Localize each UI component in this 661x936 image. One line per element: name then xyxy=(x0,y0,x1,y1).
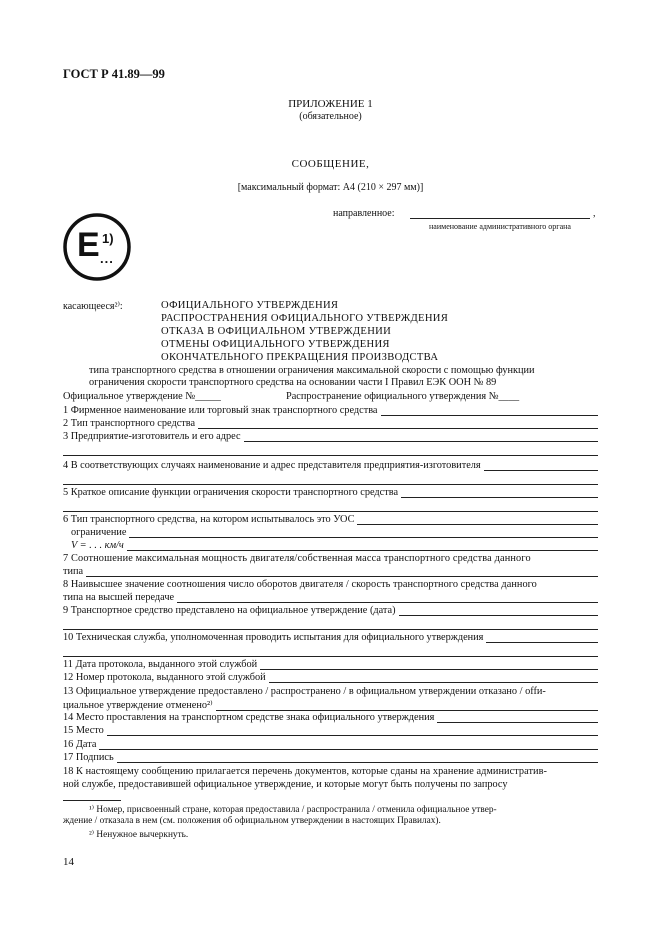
entry-line[interactable] xyxy=(129,528,598,538)
message-title: СООБЩЕНИЕ, xyxy=(291,158,370,170)
item-label: 1 Фирменное наименование или торговый знак транспортного средства xyxy=(63,405,378,416)
entry-line[interactable] xyxy=(260,660,598,670)
item-7[interactable] xyxy=(63,566,598,577)
item-4[interactable] xyxy=(63,460,598,471)
item-8-label: 8 Наивысшее значение соотношения число оборотов двигателя / скорость транспортного средства данного xyxy=(63,579,537,590)
entry-line[interactable] xyxy=(107,726,598,736)
item-label: 9 Транспортное средство представлено на официальное утверждение (дата) xyxy=(63,605,396,616)
appendix-title: ПРИЛОЖЕНИЕ 1 xyxy=(288,98,373,110)
footnote-2: ²⁾ Ненужное вычеркнуть. xyxy=(89,830,189,840)
item-15[interactable] xyxy=(63,725,598,736)
approval-mark-dots: ... xyxy=(100,251,114,266)
concerning-description: ограничения скорости транспортного средства на основании части I Правил ЕЭК ООН № 89 xyxy=(89,377,497,388)
item-5[interactable] xyxy=(63,487,598,498)
approval-mark-superscript: 1) xyxy=(102,231,114,246)
concerning-option[interactable]: ОТМЕНЫ ОФИЦИАЛЬНОГО УТВЕРЖДЕНИЯ xyxy=(161,339,390,350)
entry-line[interactable] xyxy=(63,656,598,657)
concerning-option[interactable]: ОТКАЗА В ОФИЦИАЛЬНОМ УТВЕРЖДЕНИИ xyxy=(161,326,392,337)
approval-mark-letter: E xyxy=(77,226,100,264)
entry-line[interactable] xyxy=(399,606,598,616)
item-label: 11 Дата протокола, выданного этой службой xyxy=(63,659,258,670)
item-label: ограничение xyxy=(71,527,127,538)
item-label: типа на высшей передаче xyxy=(63,592,175,603)
item-11[interactable] xyxy=(63,659,598,670)
entry-line[interactable] xyxy=(357,515,598,525)
item-16[interactable] xyxy=(63,739,598,750)
item-label: циальное утверждение отменено²⁾ xyxy=(63,700,213,711)
item-label: V = . . . км/ч xyxy=(71,540,124,551)
entry-line[interactable] xyxy=(99,740,598,750)
entry-line[interactable] xyxy=(177,593,598,603)
footnote-1: ждение / отказала в нем (см. положения об официальном утверждении в настоящих Правилах). xyxy=(63,816,441,826)
entry-line[interactable] xyxy=(486,633,598,643)
item-label: 10 Техническая служба, уполномоченная проводить испытания для официального утверждения xyxy=(63,632,484,643)
footnote-separator xyxy=(63,800,121,801)
item-12[interactable] xyxy=(63,672,598,683)
entry-line[interactable] xyxy=(63,455,598,456)
sent-by-label: направленное: xyxy=(333,208,395,219)
document-id: ГОСТ Р 41.89—99 xyxy=(63,67,165,81)
sent-by-caption: наименование административного органа xyxy=(429,222,571,231)
entry-line[interactable] xyxy=(381,406,599,416)
concerning-label: касающееся²⁾: xyxy=(63,301,123,312)
item-2[interactable] xyxy=(63,418,598,429)
item-1[interactable] xyxy=(63,405,598,416)
entry-line[interactable] xyxy=(127,541,598,551)
item-label: 17 Подпись xyxy=(63,752,114,763)
item-14[interactable] xyxy=(63,712,598,723)
item-9[interactable] xyxy=(63,605,598,616)
entry-line[interactable] xyxy=(484,461,598,471)
entry-line[interactable] xyxy=(216,701,598,711)
entry-line[interactable] xyxy=(401,488,598,498)
item-label: 12 Номер протокола, выданного этой службой xyxy=(63,672,266,683)
item-label: 2 Тип транспортного средства xyxy=(63,418,196,429)
page-number: 14 xyxy=(63,856,74,868)
item-18-label: ной службе, предоставившей официальное утверждение, и которые могут быть получены по запросу xyxy=(63,779,508,790)
item-6[interactable] xyxy=(63,514,598,525)
item-6-limit[interactable] xyxy=(71,527,598,538)
appendix-mandatory: (обязательное) xyxy=(299,111,362,122)
concerning-option[interactable]: ОФИЦИАЛЬНОГО УТВЕРЖДЕНИЯ xyxy=(161,300,339,311)
entry-line[interactable] xyxy=(117,753,598,763)
sent-by-line[interactable] xyxy=(410,218,590,219)
concerning-option[interactable]: РАСПРОСТРАНЕНИЯ ОФИЦИАЛЬНОГО УТВЕРЖДЕНИЯ xyxy=(161,313,449,324)
concerning-option[interactable]: ОКОНЧАТЕЛЬНОГО ПРЕКРАЩЕНИЯ ПРОИЗВОДСТВА xyxy=(161,352,439,363)
item-3[interactable] xyxy=(63,431,598,442)
item-6-speed[interactable] xyxy=(71,540,598,551)
entry-line[interactable] xyxy=(63,484,598,485)
item-label: 3 Предприятие-изготовитель и его адрес xyxy=(63,431,241,442)
approval-number[interactable]: Официальное утверждение №_____ xyxy=(63,391,221,402)
sent-by-comma: , xyxy=(593,208,596,219)
entry-line[interactable] xyxy=(198,419,598,429)
extension-number[interactable]: Распространение официального утверждения №____ xyxy=(286,391,520,402)
item-label: 16 Дата xyxy=(63,739,97,750)
item-18-label: 18 К настоящему сообщению прилагается перечень документов, которые сданы на хранение административ- xyxy=(63,766,547,777)
item-13[interactable] xyxy=(63,699,598,711)
item-8[interactable] xyxy=(63,592,598,603)
footnote-1: ¹⁾ Номер, присвоенный стране, которая предоставила / распространила / отменила официальное утвер- xyxy=(89,805,497,815)
item-label: типа xyxy=(63,566,84,577)
entry-line[interactable] xyxy=(63,629,598,630)
item-10[interactable] xyxy=(63,632,598,643)
entry-line[interactable] xyxy=(437,713,598,723)
format-note: [максимальный формат: А4 (210 × 297 мм)] xyxy=(237,182,424,193)
item-label: 15 Место xyxy=(63,725,104,736)
item-7-label: 7 Соотношение максимальная мощность двигателя/собственная масса транспортного средства данного xyxy=(63,553,531,564)
item-17[interactable] xyxy=(63,752,598,763)
entry-line[interactable] xyxy=(269,673,598,683)
entry-line[interactable] xyxy=(244,432,598,442)
item-13-label: 13 Официальное утверждение предоставлено / распространено / в официальном утверждении отказано / offи- xyxy=(63,686,546,697)
entry-line[interactable] xyxy=(86,567,598,577)
item-label: 14 Место проставления на транспортном средстве знака официального утверждения xyxy=(63,712,435,723)
item-label: 6 Тип транспортного средства, на котором испытывалось это УОС xyxy=(63,514,355,525)
entry-line[interactable] xyxy=(63,511,598,512)
item-label: 4 В соответствующих случаях наименование и адрес представителя предприятия-изготовителя xyxy=(63,460,481,471)
item-label: 5 Краткое описание функции ограничения скорости транспортного средства xyxy=(63,487,399,498)
concerning-description: типа транспортного средства в отношении ограничения максимальной скорости с помощью функции xyxy=(89,365,535,376)
